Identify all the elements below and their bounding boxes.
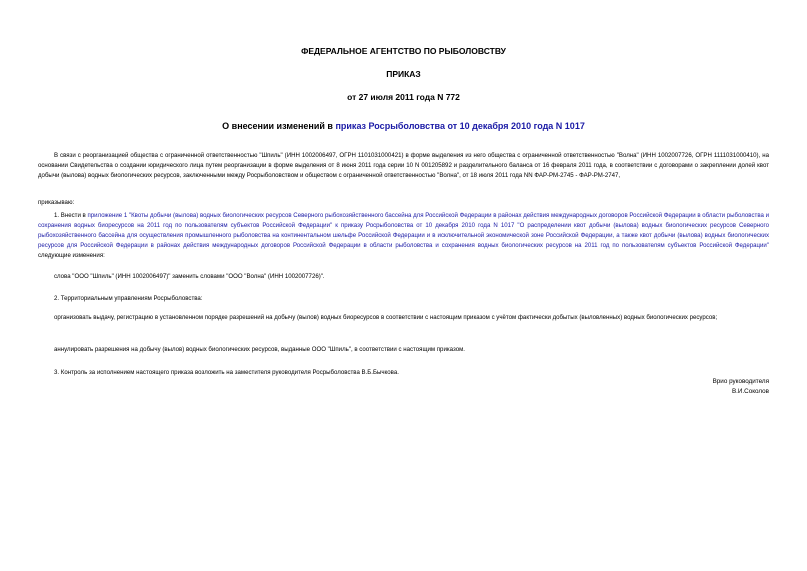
item-1-paragraph: [38, 211, 769, 261]
preamble-paragraph: В связи с реорганизацией общества с ограниченной ответственностью "Шпиль" (ИНН 1002006497, ОГРН 1101031000421) в форме выделения из него общества с ограниченной ответственностью "Волна" (ИНН 1002007726, ОГРН 1111031000410), на основании Свидетельства о создании юридического лица путем реорганизации в форме выделения от 8 июня 2011 года серии 10 N 001205892 и разделительного баланса от 16 февраля 2011 года, в соответствии с договорами о закреплении долей квот добычи (вылова) водных биологических ресурсов, заключенными между Росрыболовством и обществом с ограниченной ответственностью "Волна", от 18 июля 2011 года NN ФАР-РМ-2745 - ФАР-РМ-2747,: [38, 152, 769, 179]
agency-title: ФЕДЕРАЛЬНОЕ АГЕНТСТВО ПО РЫБОЛОВСТВУ: [301, 46, 506, 56]
document-date-number: от 27 июля 2011 года N 772: [347, 92, 460, 102]
item-1-suffix: следующие изменения:: [38, 252, 105, 259]
words-replacement-paragraph: слова "ООО "Шпиль" (ИНН 1002006497)" заменить словами "ООО "Волна" (ИНН 1002007726)".: [54, 273, 325, 280]
order-word: приказываю:: [38, 199, 75, 206]
item-2-paragraph: 2. Территориальным управлениям Росрыболовства:: [54, 295, 203, 302]
appendix-1-link[interactable]: приложение 1 "Квоты добычи (вылова) водных биологических ресурсов Северного рыбохозяйственного бассейна для Российской Федерации в районах действия международных договоров Российской Федерации в области рыболовства и сохранения водных биоресурсов на 2011 год по пользователям субъектов Российской Федерации" к приказу Росрыболовства от 10 декабря 2010 года N 1017 "О распределении квот добычи (вылова) водных биологических ресурсов Северного рыбохозяйственного бассейна для осуществления промышленного рыболовства на континентальном шельфе Российской Федерации и в исключительной экономической зоне Российской Федерации, а также квот добычи (вылова) водных биологических ресурсов для Российской Федерации в районах действия международных договоров Российской Федерации в области рыболовства и сохранения водных биологических ресурсов на 2011 год по пользователям субъектов Российской Федерации": [38, 212, 769, 249]
organize-issuance-paragraph: организовать выдачу, регистрацию в установленном порядке разрешений на добычу (вылов) водных биоресурсов в соответствии с настоящим приказом с учётом фактически добытых (выловленных) водных биологических ресурсов;: [54, 314, 718, 321]
subject-prefix: О внесении изменений в: [222, 121, 336, 131]
subject-order-link[interactable]: приказ Росрыболовства от 10 декабря 2010 года N 1017: [335, 121, 585, 131]
annul-permits-paragraph: аннулировать разрешения на добычу (вылов) водных биологических ресурсов, выданные ООО "Шпиль", в соответствии с настоящим приказом.: [54, 346, 465, 353]
document-type: ПРИКАЗ: [386, 69, 421, 79]
signatory-position: Врио руководителя: [712, 378, 769, 385]
signatory-name: В.И.Соколов: [731, 388, 769, 395]
item-3-paragraph: 3. Контроль за исполнением настоящего приказа возложить на заместителя руководителя Росрыболовства В.Б.Бычкова.: [54, 369, 399, 376]
document-subject: [0, 121, 807, 131]
item-1-prefix: 1. Внести в: [54, 212, 88, 219]
